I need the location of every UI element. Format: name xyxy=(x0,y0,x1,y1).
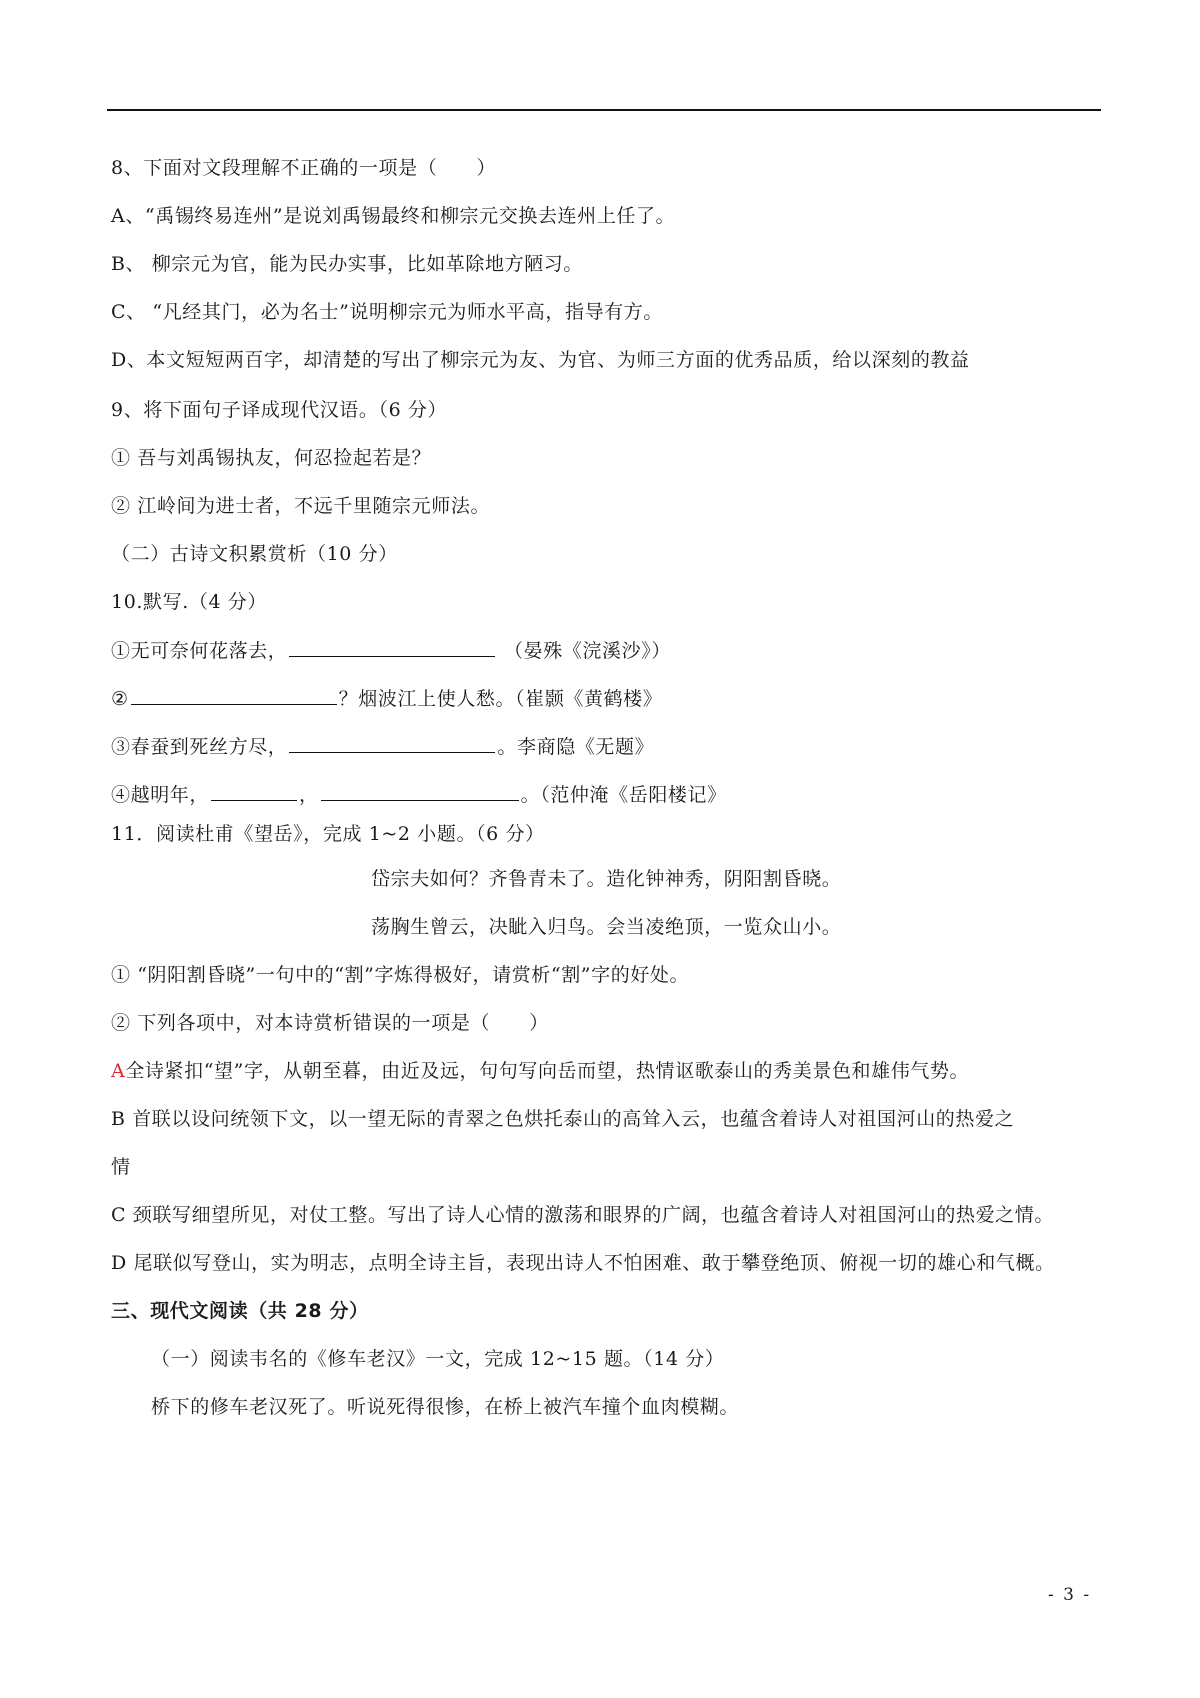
q11-option-a xyxy=(111,1058,969,1084)
q10-line4-mid: ， xyxy=(299,784,319,806)
option-a-text: 全诗紧扣“望”字，从朝至暮，由近及远，句句写向岳而望，热情讴歌泰山的秀美景色和雄伟气势。 xyxy=(125,1060,970,1082)
q10-line-1 xyxy=(111,637,671,664)
q10-line2-suffix: ？烟波江上使人愁。（崔颢《黄鹤楼》 xyxy=(338,688,663,710)
q11-option-c: C 颈联写细望所见，对仗工整。写出了诗人心情的激荡和眼界的广阔，也蕴含着诗人对祖国河山的热爱之情。 xyxy=(111,1204,1054,1226)
fill-blank-4[interactable] xyxy=(211,781,297,801)
fill-blank-3[interactable] xyxy=(289,733,495,753)
q8-option-a: A、“禹锡终易连州”是说刘禹锡最终和柳宗元交换去连州上任了。 xyxy=(111,205,676,227)
poem-line-2: 荡胸生曾云，决眦入归鸟。会当凌绝顶，一览众山小。 xyxy=(371,916,842,938)
section2-title: （二）古诗文积累赏析（10 分） xyxy=(111,543,398,565)
q8-option-d: D、本文短短两百字，却清楚的写出了柳宗元为友、为官、为师三方面的优秀品质，给以深刻的教益 xyxy=(111,349,970,371)
q10-line3-suffix: 。李商隐《无题》 xyxy=(497,736,655,758)
q9-stem: 9、将下面句子译成现代汉语。（6 分） xyxy=(111,399,448,421)
part1-text: 桥下的修车老汉死了。听说死得很惨，在桥上被汽车撞个血肉模糊。 xyxy=(151,1396,740,1418)
q10-line3-prefix: ③春蚕到死丝方尽， xyxy=(111,736,288,758)
q10-stem: 10.默写.（4 分） xyxy=(111,591,267,613)
q8-option-c: C、 “凡经其门，必为名士”说明柳宗元为师水平高，指导有方。 xyxy=(111,301,664,323)
q11-stem: 11．阅读杜甫《望岳》，完成 1~2 小题。（6 分） xyxy=(111,823,545,845)
q10-line1-suffix: （晏殊《浣溪沙》） xyxy=(497,640,671,662)
poem-line-1: 岱宗夫如何？齐鲁青未了。造化钟神秀，阴阳割昏晓。 xyxy=(371,868,842,890)
q9-sentence-2: ② 江岭间为进士者，不远千里随宗元师法。 xyxy=(111,495,491,517)
option-a-letter: A xyxy=(111,1060,126,1082)
q11-sub-2: ② 下列各项中，对本诗赏析错误的一项是（ ） xyxy=(111,1012,549,1034)
fill-blank-2[interactable] xyxy=(131,685,337,705)
part1-title: （一）阅读韦名的《修车老汉》一文，完成 12~15 题。（14 分） xyxy=(151,1348,725,1370)
q10-line4-suffix: 。（范仲淹《岳阳楼记》 xyxy=(520,784,727,806)
header-rule xyxy=(107,109,1101,111)
q10-line4-prefix: ④越明年， xyxy=(111,784,210,806)
q11-option-b-line2: 情 xyxy=(111,1156,131,1178)
q10-line-3 xyxy=(111,733,654,760)
q10-line2-prefix: ② xyxy=(111,688,129,710)
page-number: - 3 - xyxy=(1048,1585,1092,1605)
q8-stem: 8、下面对文段理解不正确的一项是（ ） xyxy=(111,157,497,179)
fill-blank-1[interactable] xyxy=(289,637,495,657)
q11-option-d: D 尾联似写登山，实为明志，点明全诗主旨，表现出诗人不怕困难、敢于攀登绝顶、俯视一切的雄心和气概。 xyxy=(111,1252,1055,1274)
q10-line-4 xyxy=(111,781,727,808)
section3-title: 三、现代文阅读（共 28 分） xyxy=(111,1300,369,1322)
q10-line-2 xyxy=(111,685,662,712)
q9-sentence-1: ① 吾与刘禹锡执友，何忍捡起若是？ xyxy=(111,447,432,469)
q11-sub-1: ① “阴阳割昏晓”一句中的“割”字炼得极好，请赏析“割”字的好处。 xyxy=(111,964,690,986)
fill-blank-5[interactable] xyxy=(321,781,519,801)
q11-option-b-line1: B 首联以设问统领下文，以一望无际的青翠之色烘托泰山的高耸入云，也蕴含着诗人对祖国河山的热爱之 xyxy=(111,1108,1015,1130)
q8-option-b: B、 柳宗元为官，能为民办实事，比如革除地方陋习。 xyxy=(111,253,584,275)
q10-line1-prefix: ①无可奈何花落去， xyxy=(111,640,288,662)
